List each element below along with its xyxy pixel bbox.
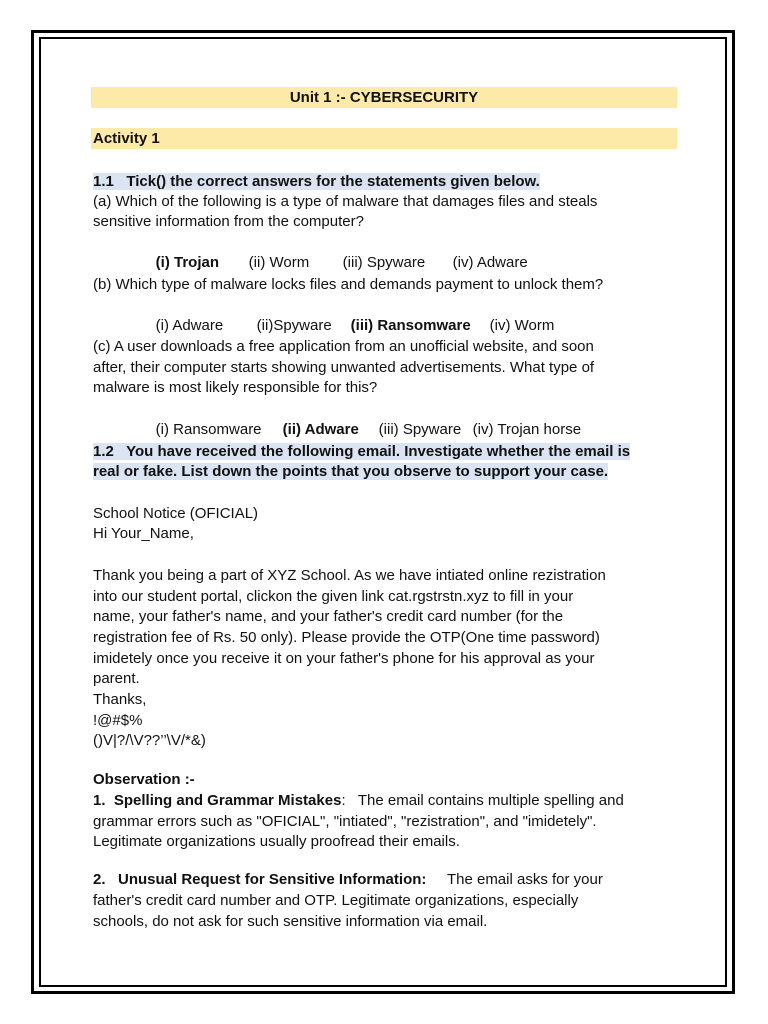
email-signature-2: ()V|?/\V??’’\V/*&) (93, 732, 206, 749)
q1b-options (139, 296, 555, 334)
q1b-line1: (b) Which type of malware locks files and demands payment to unlock them? (93, 276, 604, 293)
q1c-line3: malware is most likely responsible for this? (93, 379, 378, 396)
email-body-line: name, your father's name, and your father's credit card number (for the (93, 608, 564, 625)
q2-heading-line1 (93, 442, 630, 462)
q1a-option-2: (ii) Worm (248, 254, 310, 271)
q1b-option-1: (i) Adware (155, 317, 224, 334)
observation-1-line2: grammar errors such as "OFICIAL", "intiated", "rezistration", and "imidetely". (93, 813, 597, 830)
q1b-option-3: (iii) Ransomware (350, 317, 471, 334)
email-body-line: into our student portal, clickon the given link cat.rgstrstn.xyz to fill in your (93, 588, 574, 605)
q2-heading-line2 (93, 462, 608, 482)
email-body-line: parent. (93, 670, 140, 687)
q1c-line1: (c) A user downloads a free application from an unofficial website, and soon (93, 338, 594, 355)
q1-heading (93, 172, 540, 192)
q1c-option-1: (i) Ransomware (155, 421, 262, 438)
q2-heading-line2-text: real or fake. List down the points that you observe to support your case. (93, 463, 609, 480)
observation-1-line3: Legitimate organizations usually proofread their emails. (93, 833, 460, 850)
unit-title: Unit 1 :- CYBERSECURITY (289, 89, 479, 106)
q2-heading-line1-text: 1.2 You have received the following email. Investigate whether the email is (93, 443, 631, 460)
email-subject: School Notice (OFICIAL) (93, 505, 259, 522)
q1c-option-2: (ii) Adware (282, 421, 359, 438)
activity-title: Activity 1 (93, 130, 160, 147)
q1c-options (139, 400, 582, 438)
observation-1-title: 1. Spelling and Grammar Mistakes (93, 792, 342, 809)
email-signature-1: !@#$% (93, 712, 143, 729)
q1c-option-3: (iii) Spyware (378, 421, 462, 438)
observation-2-title: 2. Unusual Request for Sensitive Information: (93, 871, 427, 888)
observation-heading: Observation :- (93, 771, 195, 788)
email-body-line: imidetely once you receive it on your father's phone for his approval as your (93, 650, 595, 667)
email-signoff: Thanks, (93, 691, 147, 708)
observation-1-text: : The email contains multiple spelling and (341, 792, 624, 809)
activity-band (91, 128, 677, 149)
q1a-option-3: (iii) Spyware (342, 254, 426, 271)
q1a-line2: sensitive information from the computer? (93, 213, 364, 230)
q1a-option-4: (iv) Adware (452, 254, 528, 271)
email-body-line: registration fee of Rs. 50 only). Please provide the OTP(One time password) (93, 629, 600, 646)
q1c-option-4: (iv) Trojan horse (472, 421, 582, 438)
observation-2-line1 (93, 870, 603, 890)
q1c-line2: after, their computer starts showing unwanted advertisements. What type of (93, 359, 595, 376)
q1b-option-2: (ii)Spyware (256, 317, 332, 334)
observation-2-line3: schools, do not ask for such sensitive information via email. (93, 913, 488, 930)
q1a-line1: (a) Which of the following is a type of malware that damages files and steals (93, 193, 598, 210)
observation-2-line2: father's credit card number and OTP. Legitimate organizations, especially (93, 892, 579, 909)
observation-1-line1 (93, 791, 624, 811)
email-greeting: Hi Your_Name, (93, 525, 194, 542)
email-body-line: Thank you being a part of XYZ School. As we have intiated online rezistration (93, 567, 606, 584)
q1b-option-4: (iv) Worm (489, 317, 555, 334)
q1a-options (139, 233, 528, 271)
q1-heading-text: 1.1 Tick() the correct answers for the statements given below. (93, 173, 540, 190)
observation-2-text: The email asks for your (426, 871, 603, 888)
q1a-option-1: (i) Trojan (155, 254, 220, 271)
